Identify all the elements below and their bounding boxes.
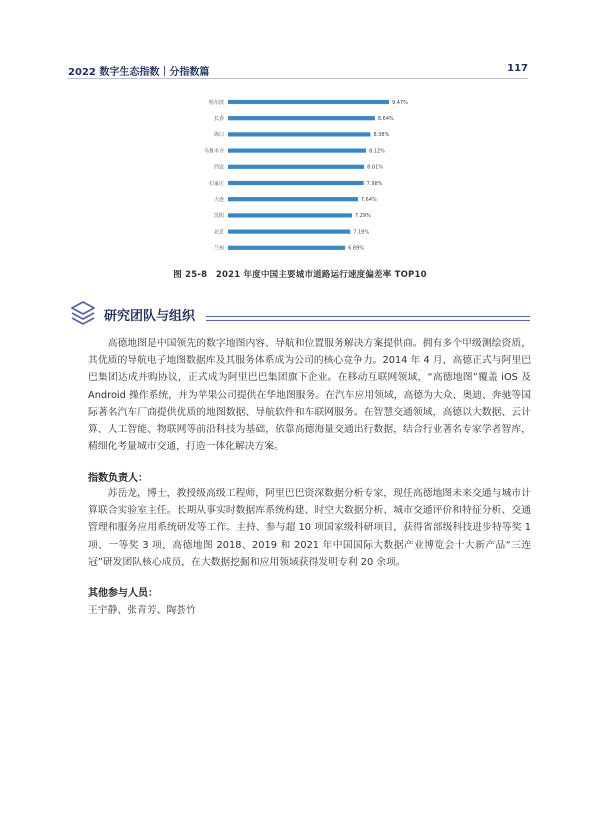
category-label: 哈尔滨 xyxy=(208,99,224,106)
value-label: 7.19% xyxy=(353,229,370,236)
bar xyxy=(228,116,375,120)
value-label: 8.64% xyxy=(377,116,394,122)
others-names: 王宇静、张青芳、陶荟竹 xyxy=(88,605,196,616)
bar xyxy=(228,246,345,250)
figure-caption: 图 25-8 2021 年度中国主要城市道路运行速度偏差率 TOP10 xyxy=(173,270,427,280)
layers-icon xyxy=(70,300,96,326)
section-header xyxy=(70,300,530,326)
category-label: 兰州 xyxy=(213,245,224,252)
section-divider xyxy=(206,316,530,321)
value-label: 8.01% xyxy=(367,164,384,171)
bar xyxy=(228,132,370,136)
value-label: 6.89% xyxy=(348,245,365,252)
category-label: 西安 xyxy=(213,164,224,171)
bar-chart xyxy=(190,92,408,262)
bar xyxy=(228,149,366,153)
value-label: 9.47% xyxy=(391,99,408,106)
category-label: 北京 xyxy=(213,229,224,236)
leader-bio: 苏岳龙，博士，教授级高级工程师，阿里巴巴资深数据分析专家，现任高德地图未来交通与城市计算联合实验室主任。长期从事实时数据库系统构建、时空大数据分析、城市交通评价和特征分析、交通管理和服务应用系统研发等工作。主持、参与超 10 项国家级科研项目，获得省部级科技进步特等奖 1 项、一等奖 3 项，高德地图 2018、2019 和 2021 年中国国际大数据产业博览会十大新产品“三连冠”研发团队核心成员，在大数据挖掘和应用领域获得发明专利 20 余项。 xyxy=(88,488,531,568)
value-label: 7.29% xyxy=(354,213,371,220)
header-title: 2022 数字生态指数｜分指数篇 xyxy=(68,67,210,78)
header-divider xyxy=(68,78,528,79)
others-heading: 其他参与人员： xyxy=(88,588,158,599)
category-label: 大连 xyxy=(213,197,224,203)
intro-paragraph: 高德地图是中国领先的数字地图内容、导航和位置服务解决方案提供商。拥有多个甲级测绘资质，其优质的导航电子地图数据库及其服务体系成为公司的核心竞争力。2014 年 4 月，高德正式与阿里巴巴集团达成并购协议，正式成为阿里巴巴集团旗下企业。在移动互联网领域，“高德地图”覆盖 iOS 及 Android 操作系统，并为苹果公司提供在华地图服务。在汽车应用领域，高德为大众、奥迪、奔驰等国际著名汽车厂商提供优质的地图数据、导航软件和车联网服务。在智慧交通领域，高德以大数据、云计算、人工智能、物联网等前沿科技为基础，依靠高德海量交通出行数据，结合行业著名专家学者智库，精细化考量城市交通，打造一体化解决方案。 xyxy=(88,338,531,453)
value-label: 7.98% xyxy=(366,180,383,187)
value-label: 8.12% xyxy=(369,148,385,155)
bar xyxy=(228,230,350,234)
bar xyxy=(228,213,352,217)
category-label: 长春 xyxy=(213,116,224,122)
section-title: 研究团队与组织 xyxy=(104,309,196,324)
bar xyxy=(228,165,364,169)
category-label: 沈阳 xyxy=(213,213,224,220)
leader-heading: 指数负责人： xyxy=(88,473,148,484)
category-label: 海口 xyxy=(213,132,224,139)
bar xyxy=(228,197,358,201)
bar xyxy=(228,100,389,104)
page-number: 117 xyxy=(507,63,528,74)
value-label: 8.38% xyxy=(373,132,390,139)
bar xyxy=(228,181,364,185)
category-label: 石家庄 xyxy=(208,180,224,187)
category-label: 乌鲁木齐 xyxy=(203,148,224,155)
value-label: 7.64% xyxy=(360,197,377,203)
